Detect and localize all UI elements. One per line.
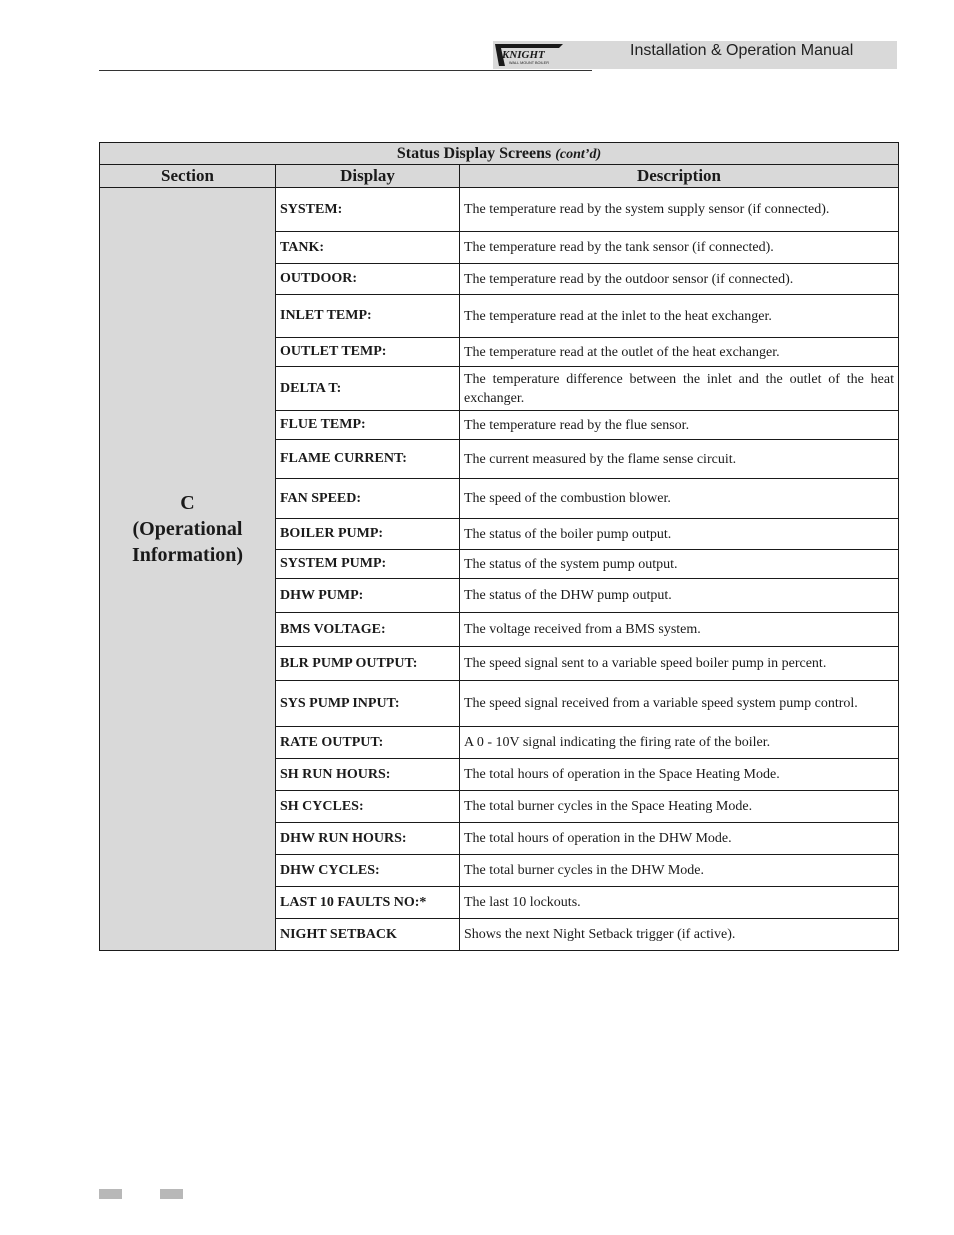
description-cell: The status of the DHW pump output.: [460, 579, 899, 613]
display-cell: OUTLET TEMP:: [276, 338, 460, 367]
description-cell: The voltage received from a BMS system.: [460, 613, 899, 647]
description-cell: The status of the system pump output.: [460, 550, 899, 579]
table-caption-row: [100, 143, 899, 165]
description-cell: The temperature difference between the inlet and the outlet of the heat exchanger.: [460, 367, 899, 411]
column-header-display: Display: [276, 165, 460, 188]
display-cell: DHW PUMP:: [276, 579, 460, 613]
display-cell: BOILER PUMP:: [276, 519, 460, 550]
section-cell: [100, 188, 276, 951]
description-cell: The temperature read by the system supply sensor (if connected).: [460, 188, 899, 232]
description-cell: The current measured by the flame sense circuit.: [460, 440, 899, 479]
description-cell: The temperature read at the outlet of the heat exchanger.: [460, 338, 899, 367]
table-row: [100, 188, 899, 232]
knight-logo-icon: [493, 41, 565, 71]
column-header-section: Section: [100, 165, 276, 188]
column-header-description: Description: [460, 165, 899, 188]
display-cell: TANK:: [276, 232, 460, 264]
manual-title: Installation & Operation Manual: [630, 42, 854, 59]
display-cell: SH RUN HOURS:: [276, 759, 460, 791]
logo-text: KNIGHT: [502, 49, 545, 61]
display-cell: LAST 10 FAULTS NO:*: [276, 887, 460, 919]
section-label: C: [180, 492, 195, 514]
description-cell: The total hours of operation in the DHW Mode.: [460, 823, 899, 855]
table-title-suffix: (cont’d): [555, 146, 602, 162]
description-cell: The temperature read by the tank sensor (if connected).: [460, 232, 899, 264]
display-cell: FLUE TEMP:: [276, 411, 460, 440]
display-cell: OUTDOOR:: [276, 264, 460, 295]
section-label: (Operational: [132, 518, 243, 540]
display-cell: SYS PUMP INPUT:: [276, 681, 460, 727]
description-cell: The speed of the combustion blower.: [460, 479, 899, 519]
footer-page-tab-left: [99, 1189, 122, 1199]
display-cell: FLAME CURRENT:: [276, 440, 460, 479]
display-cell: RATE OUTPUT:: [276, 727, 460, 759]
display-cell: INLET TEMP:: [276, 295, 460, 338]
status-display-table: [99, 142, 899, 951]
description-cell: The total burner cycles in the Space Heating Mode.: [460, 791, 899, 823]
display-cell: DHW CYCLES:: [276, 855, 460, 887]
description-cell: The temperature read by the flue sensor.: [460, 411, 899, 440]
description-cell: The temperature read at the inlet to the heat exchanger.: [460, 295, 899, 338]
display-cell: DELTA T:: [276, 367, 460, 411]
description-cell: The status of the boiler pump output.: [460, 519, 899, 550]
display-cell: SYSTEM PUMP:: [276, 550, 460, 579]
section-label: Information): [131, 544, 244, 566]
table-header-row: [100, 165, 899, 188]
description-cell: A 0 - 10V signal indicating the firing rate of the boiler.: [460, 727, 899, 759]
display-cell: SYSTEM:: [276, 188, 460, 232]
table-title-text: Status Display Screens: [396, 144, 552, 162]
display-cell: BMS VOLTAGE:: [276, 613, 460, 647]
display-cell: NIGHT SETBACK: [276, 919, 460, 951]
description-cell: The speed signal received from a variable speed system pump control.: [460, 681, 899, 727]
display-cell: DHW RUN HOURS:: [276, 823, 460, 855]
description-cell: The last 10 lockouts.: [460, 887, 899, 919]
description-cell: The total hours of operation in the Space Heating Mode.: [460, 759, 899, 791]
description-cell: Shows the next Night Setback trigger (if active).: [460, 919, 899, 951]
description-cell: The total burner cycles in the DHW Mode.: [460, 855, 899, 887]
table-title: [100, 143, 899, 165]
footer-page-tab-right: [160, 1189, 183, 1199]
description-cell: The temperature read by the outdoor sensor (if connected).: [460, 264, 899, 295]
display-cell: FAN SPEED:: [276, 479, 460, 519]
logo-subtext: WALL MOUNT BOILER: [509, 61, 549, 65]
display-cell: SH CYCLES:: [276, 791, 460, 823]
display-cell: BLR PUMP OUTPUT:: [276, 647, 460, 681]
description-cell: The speed signal sent to a variable speed boiler pump in percent.: [460, 647, 899, 681]
